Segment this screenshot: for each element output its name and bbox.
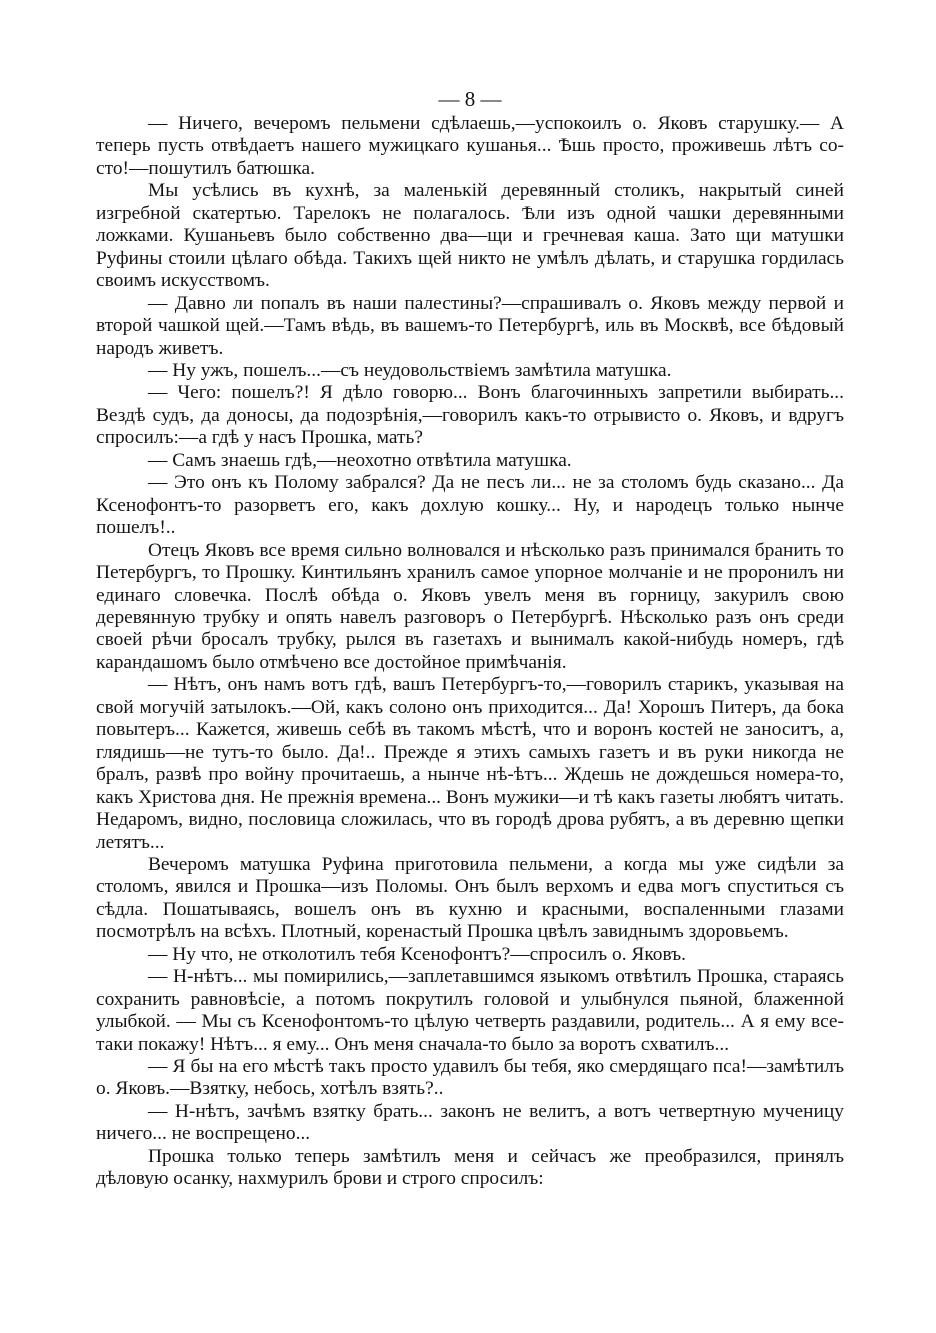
paragraph: — Давно ли попалъ въ наши палестины?—спрашивалъ о. Яковъ между первой и второй чашкой щей.—Тамъ вѣдь, въ вашемъ-то Петербургѣ, иль въ Москвѣ, все бѣдовый народъ живетъ. (96, 292, 844, 359)
paragraph: — Это онъ къ Полому забрался? Да не песъ ли... не за столомъ будь сказано... Да Ксенофонтъ-то разорветъ его, какъ дохлую кошку... Ну, и народецъ только нынче пошелъ!.. (96, 472, 844, 539)
paragraph: — Ничего, вечеромъ пельмени сдѣлаешь,—успокоилъ о. Яковъ старушку.— А теперь пусть отвѣдаетъ нашего мужицкаго кушанья... Ѣшь просто, проживешь лѣтъ со-сто!—пошутилъ батюшка. (96, 113, 844, 179)
paragraph: — Самъ знаешь гдѣ,—неохотно отвѣтила матушка. (148, 449, 572, 471)
paragraph: — Я бы на его мѣстѣ такъ просто удавилъ бы тебя, яко смердящаго пса!—замѣтилъ о. Яковъ.—Взятку, небось, хотѣлъ взять?.. (96, 1056, 844, 1100)
page-number: — 8 — (438, 87, 502, 111)
paragraph: Мы усѣлись въ кухнѣ, за маленькій деревянный столикъ, накрытый синей изгребной скатертью. Тарелокъ не полагалось. Ѣли изъ одной чашки деревянными ложками. Кушаньевъ было собственно два—щи и гречневая каша. Зато щи матушки Руфины стоили цѣлаго обѣда. Такихъ щей никто не умѣлъ дѣлать, и старушка гордилась своимъ искусствомъ. (96, 180, 844, 292)
paragraph: — Ну что, не отколотилъ тебя Ксенофонтъ?—спросилъ о. Яковъ. (148, 943, 687, 965)
body-text (96, 113, 844, 1191)
paragraph: — Н-нѣтъ, зачѣмъ взятку брать... законъ не велитъ, а вотъ четвертную мученицу ничего... не воспрещено... (96, 1100, 844, 1145)
paragraph: Отецъ Яковъ все время сильно волновался и нѣсколько разъ принимался бранить то Петербургъ, то Прошку. Кинтильянъ хранилъ самое упорное молчаніе и не проронилъ ни единаго словечка. Послѣ обѣда о. Яковъ увелъ меня въ горницу, закурилъ свою деревянную трубку и опять навелъ разговоръ о Петербургѣ. Нѣсколько разъ онъ среди своей рѣчи бросалъ трубку, рылся въ газетахъ и вынималъ какой-нибудь номеръ, гдѣ карандашомъ было отмѣчено все достойное примѣчанія. (96, 539, 844, 673)
paragraph: — Чего: пошелъ?! Я дѣло говорю... Вонъ благочинныхъ запретили выбирать... Вездѣ судъ, да доносы, да подозрѣнія,—говорилъ какъ-то отрывисто о. Яковъ, и вдругъ спросилъ:—а гдѣ у насъ Прошка, мать? (96, 382, 844, 449)
paragraph: — Ну ужъ, пошелъ...—съ неудовольствіемъ замѣтила матушка. (148, 359, 672, 381)
paragraph: Прошка только теперь замѣтилъ меня и сейчасъ же преобразился, принялъ дѣловую осанку, нахмурилъ брови и строго спросилъ: (96, 1145, 844, 1190)
paragraph: — Нѣтъ, онъ намъ вотъ гдѣ, вашъ Петербургъ-то,—говорилъ старикъ, указывая на свой могучій затылокъ.—Ой, какъ солоно онъ приходится... Да! Хорошъ Питеръ, да бока повытеръ... Кажется, живешь себѣ въ такомъ мѣстѣ, что и воронъ костей не заноситъ, а, глядишь—не тутъ-то было. Да!.. Прежде я этихъ самыхъ газетъ и въ руки никогда не бралъ, развѣ про войну прочитаешь, а нынче нѣ-ѣтъ... Ждешь не дождешься номера-то, какъ Христова дня. Не прежнія времена... Вонъ мужики—и тѣ какъ газеты любятъ читать. Недаромъ, видно, пословица сложилась, что въ городѣ дрова рубятъ, а въ деревню щепки летятъ... (96, 674, 844, 853)
paragraph: Вечеромъ матушка Руфина приготовила пельмени, а когда мы уже сидѣли за столомъ, явился и Прошка—изъ Поломы. Онъ былъ верхомъ и едва могъ спуститься съ сѣдла. Пошатываясь, вошелъ онъ въ кухню и красными, воспаленными глазами посмотрѣлъ на всѣхъ. Плотный, коренастый Прошка цвѣлъ завиднымъ здоровьемъ. (96, 853, 844, 943)
book-page (96, 0, 844, 1333)
paragraph: — Н-нѣтъ... мы помирились,—заплетавшимся языкомъ отвѣтилъ Прошка, стараясь сохранить равновѣсіе, а потомъ покрутилъ головой и улыбнулся пьяной, блаженной улыбкой. — Мы съ Ксенофонтомъ-то цѣлую четверть раздавили, родитель... А я ему все-таки покажу! Нѣтъ... я ему... Онъ меня сначала-то было за воротъ схватилъ... (96, 966, 844, 1055)
